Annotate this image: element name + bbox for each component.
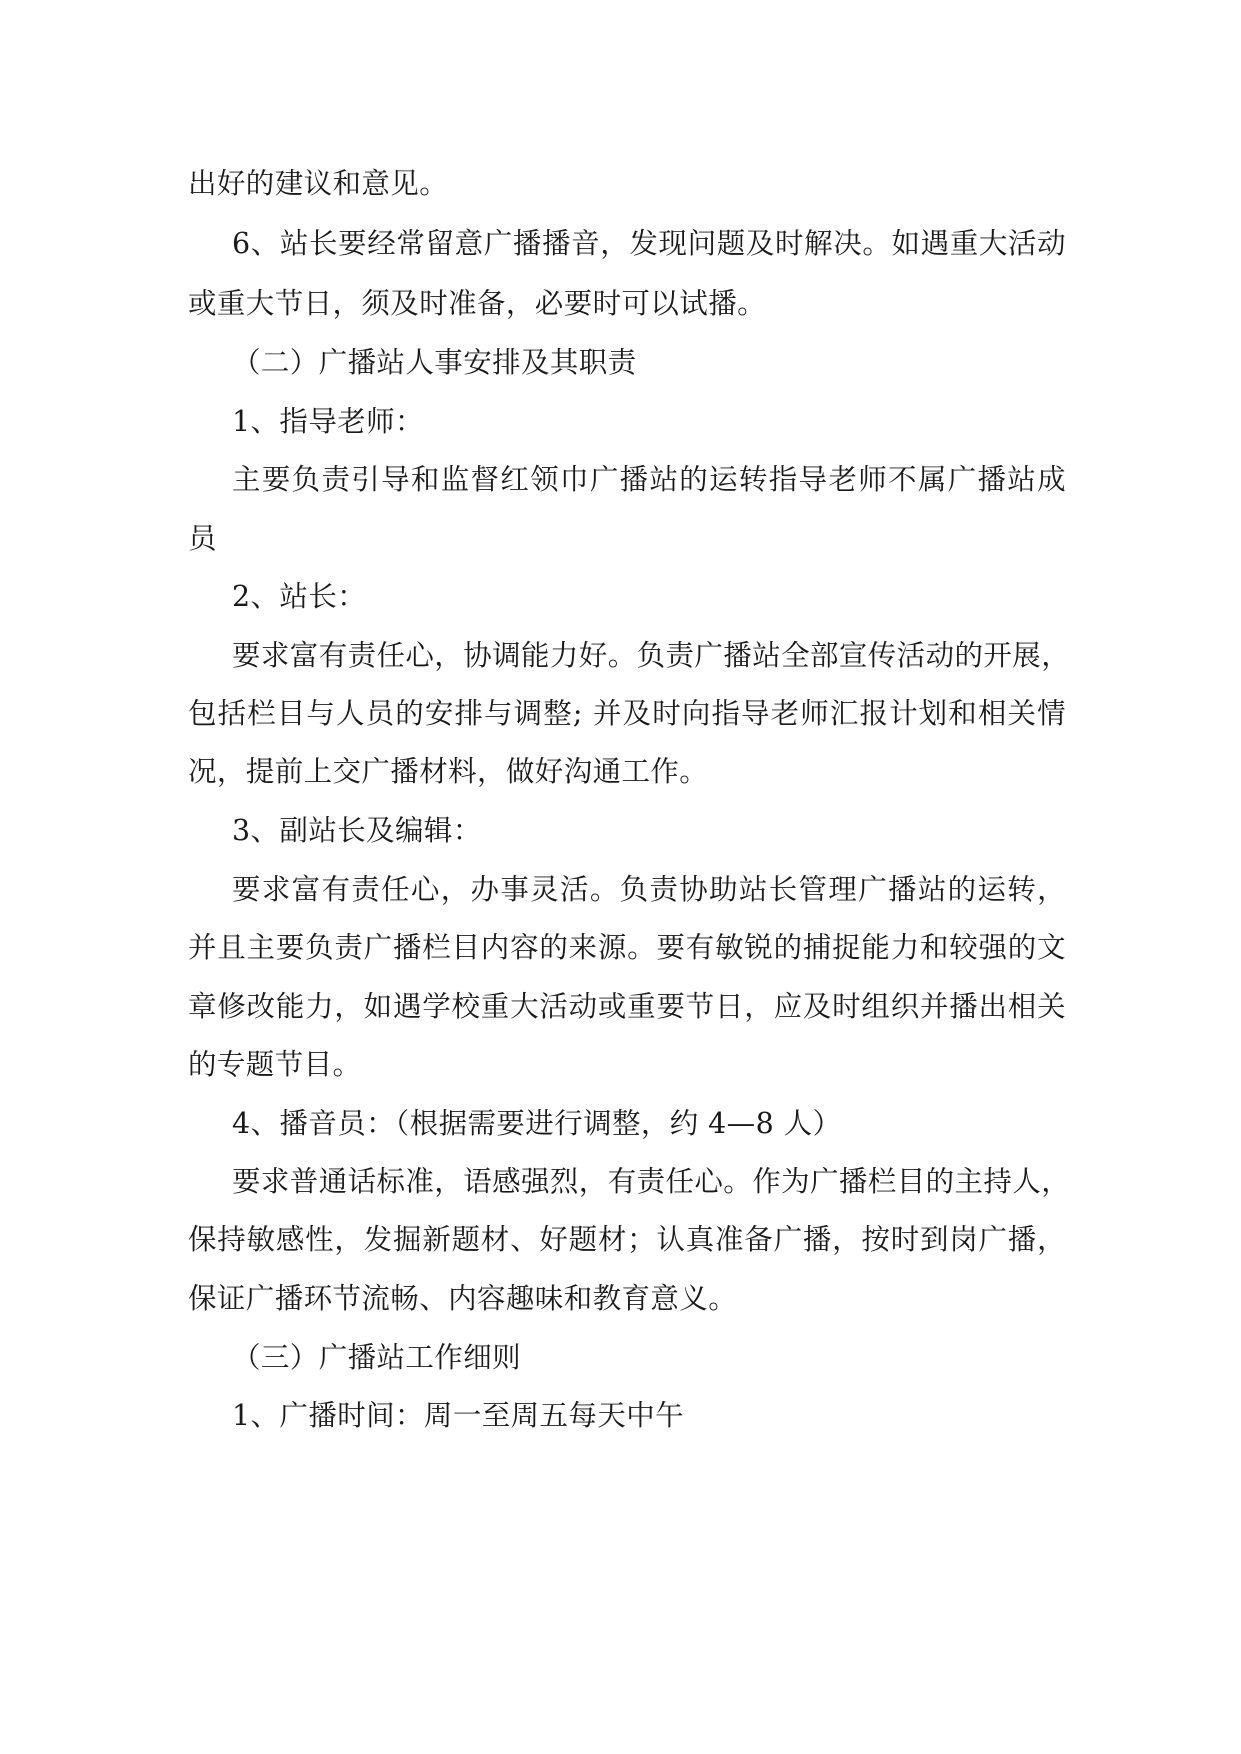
- paragraph-line: 章修改能力，如遇学校重大活动或重要节日，应及时组织并播出相关: [188, 990, 1066, 1023]
- paragraph-line: 要求富有责任心，协调能力好。负责广播站全部宣传活动的开展，: [232, 639, 1071, 672]
- paragraph-line: 要求普通话标准，语感强烈，有责任心。作为广播栏目的主持人，: [232, 1165, 1071, 1198]
- paragraph-line: 并且主要负责广播栏目内容的来源。要有敏锐的捕捉能力和较强的文: [188, 931, 1066, 964]
- item-heading: 2、站长：: [232, 580, 367, 613]
- paragraph-line: 保持敏感性，发掘新题材、好题材；认真准备广播，按时到岗广播，: [188, 1223, 1066, 1256]
- item-heading: 4、播音员：（根据需要进行调整，约 4—8 人）: [232, 1107, 842, 1140]
- paragraph-line: 主要负责引导和监督红领巾广播站的运转指导老师不属广播站成: [232, 463, 1066, 496]
- paragraph-line: 包括栏目与人员的安排与调整; 并及时向指导老师汇报计划和相关情: [188, 697, 1066, 730]
- section-heading: （二）广播站人事安排及其职责: [232, 346, 637, 379]
- paragraph-line: 的专题节目。: [188, 1048, 362, 1081]
- paragraph-line: 况，提前上交广播材料，做好沟通工作。: [188, 755, 709, 788]
- paragraph-line: 要求富有责任心，办事灵活。负责协助站长管理广播站的运转，: [232, 873, 1066, 906]
- item-heading: 3、副站长及编辑：: [232, 814, 482, 847]
- paragraph-line: 员: [188, 522, 217, 555]
- paragraph-line: 6、站长要经常留意广播播音，发现问题及时解决。如遇重大活动: [232, 227, 1066, 260]
- item-heading: 1、广播时间：周一至周五每天中午: [232, 1399, 685, 1432]
- paragraph-line: 出好的建议和意见。: [188, 167, 449, 200]
- section-heading: （三）广播站工作细则: [232, 1341, 522, 1374]
- paragraph-line: 或重大节日，须及时准备，必要时可以试播。: [188, 287, 767, 320]
- paragraph-line: 保证广播环节流畅、内容趣味和教育意义。: [188, 1282, 738, 1315]
- item-heading: 1、指导老师：: [232, 405, 424, 438]
